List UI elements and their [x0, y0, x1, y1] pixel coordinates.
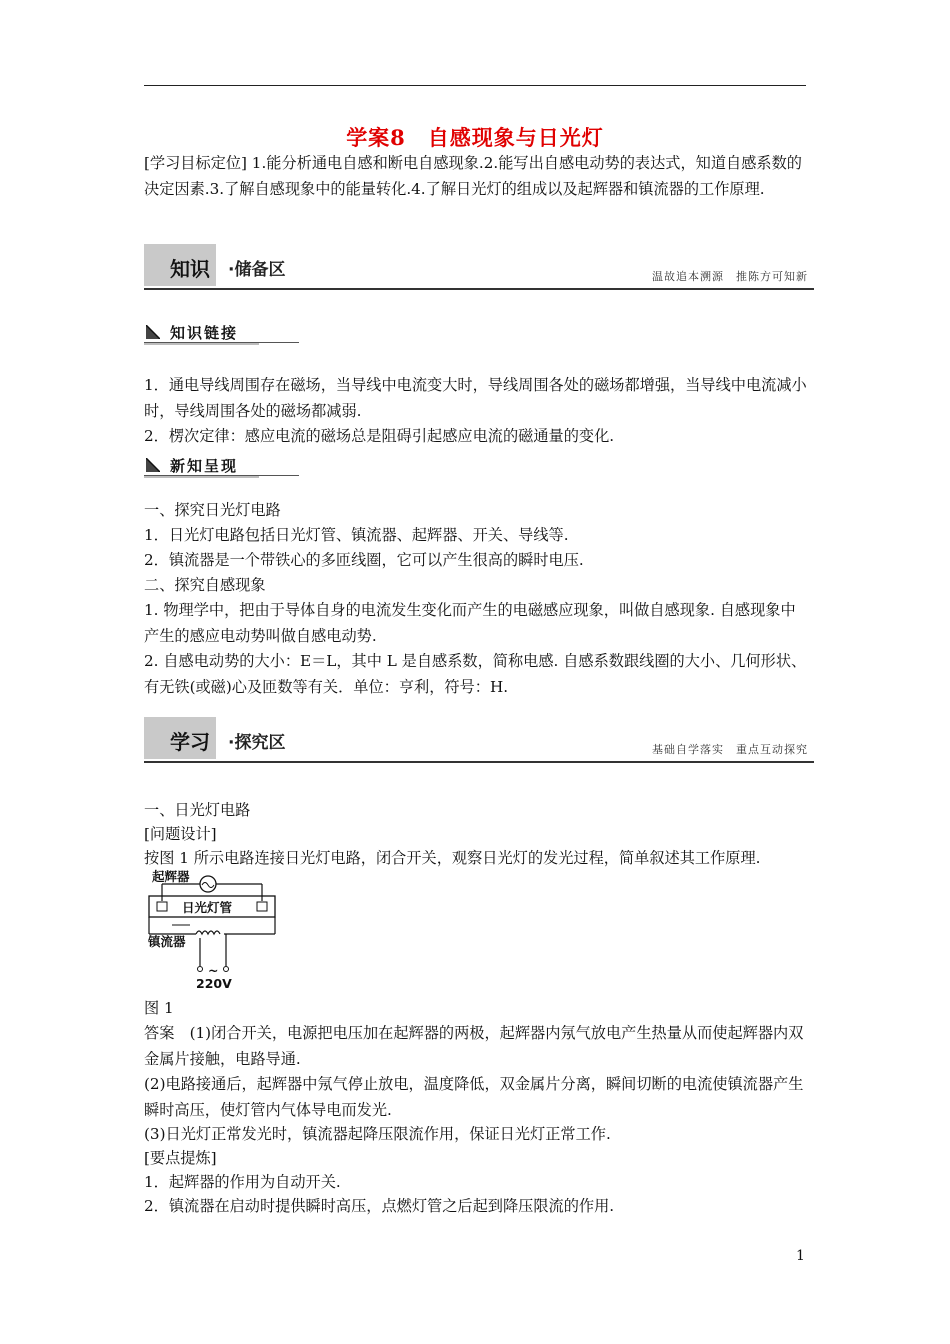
banner-subtitle: ·探究区	[228, 733, 286, 753]
new-knowledge-line-2: 1．日光灯电路包括日光灯管、镇流器、起辉器、开关、导线等.	[144, 526, 569, 544]
ballast-coil	[196, 931, 220, 934]
banner-title: 知识	[170, 257, 210, 281]
banner-motto: 基础自学落实 重点互动探究	[652, 743, 808, 756]
key-point-1: 1．起辉器的作用为自动开关.	[144, 1173, 341, 1191]
page-title: 学案8 自感现象与日光灯	[346, 125, 604, 150]
header-rule	[144, 85, 806, 86]
banner-title: 学习	[170, 730, 210, 754]
new-knowledge-line-3: 2．镇流器是一个带铁心的多匝线圈，它可以产生很高的瞬时电压.	[144, 551, 584, 569]
subheading-new-knowledge	[144, 455, 299, 479]
section-banner-knowledge	[144, 244, 814, 290]
study-heading-1: 一、日光灯电路	[144, 801, 251, 819]
corner-triangle-icon	[146, 325, 160, 339]
learning-objectives: [学习目标定位] 1.能分析通电自感和断电自感现象.2.能写出自感电动势的表达式，知道自感系数的决定因素.3.了解自感现象中的能量转化.4.了解日光灯的组成以及起辉器和镇流器的工作原理.	[144, 154, 802, 198]
filament-left	[157, 902, 167, 911]
answer-part-1: 答案 (1)闭合开关，电源把电压加在起辉器的两极，起辉器内氖气放电产生热量从而使起辉器内双金属片接触，电路导通.	[144, 1024, 804, 1068]
banner-subtitle: ·储备区	[228, 260, 286, 280]
terminal-left	[198, 967, 203, 972]
knowledge-link-item-2: 2．楞次定律：感应电流的磁场总是阻碍引起感应电流的磁通量的变化.	[144, 427, 615, 445]
terminal-right	[224, 967, 229, 972]
ballast-label: 镇流器	[148, 934, 186, 949]
subheading-underline	[144, 475, 299, 476]
knowledge-link-item-1: 1．通电导线周围存在磁场，当导线中电流变大时，导线周围各处的磁场都增强，当导线中电流减小时，导线周围各处的磁场都减弱.	[144, 376, 807, 420]
key-points-heading: [要点提炼]	[144, 1149, 217, 1167]
page-number: 1	[796, 1248, 805, 1264]
key-point-2: 2．镇流器在启动时提供瞬时高压，点燃灯管之后起到降压限流的作用.	[144, 1197, 615, 1215]
circuit-svg	[144, 868, 284, 994]
tube-label: 日光灯管	[182, 900, 233, 915]
subheading-label: 知识链接	[170, 324, 239, 342]
banner-rule	[144, 288, 814, 290]
starter-label: 起辉器	[152, 869, 190, 884]
answer-part-3: (3)日光灯正常发光时，镇流器起降压限流作用，保证日光灯正常工作.	[144, 1125, 611, 1143]
subheading-underline	[144, 342, 299, 343]
new-knowledge-line-4: 二、探究自感现象	[144, 576, 266, 594]
subheading-knowledge-link	[144, 322, 299, 346]
circuit-diagram	[144, 868, 284, 994]
new-knowledge-para-1: 1. 物理学中，把由于导体自身的电流发生变化而产生的电磁感应现象，叫做自感现象. 自感现象中产生的感应电动势叫做自感电动势.	[144, 601, 796, 645]
study-heading-2: [问题设计]	[144, 825, 217, 843]
new-knowledge-para-2: 2. 自感电动势的大小：E＝L，其中 L 是自感系数，简称电感. 自感系数跟线圈的大小、几何形状、有无铁(或磁)心及匝数等有关．单位：亨利，符号：H.	[144, 652, 807, 696]
answer-part-2: (2)电路接通后，起辉器中氖气停止放电，温度降低，双金属片分离，瞬间切断的电流使镇流器产生瞬时高压，使灯管内气体导电而发光.	[144, 1075, 804, 1119]
starter-wave	[202, 883, 214, 888]
section-banner-study	[144, 717, 814, 763]
corner-triangle-icon	[146, 458, 160, 472]
ac-symbol: ~	[208, 963, 219, 978]
filament-right	[257, 902, 267, 911]
subheading-label: 新知呈现	[170, 457, 239, 475]
study-question: 按图 1 所示电路连接日光灯电路，闭合开关，观察日光灯的发光过程，简单叙述其工作原理.	[144, 849, 761, 867]
new-knowledge-line-1: 一、探究日光灯电路	[144, 501, 281, 519]
figure-caption: 图 1	[144, 999, 174, 1017]
voltage-label: 220V	[196, 976, 232, 991]
banner-rule	[144, 761, 814, 763]
banner-motto: 温故追本溯源 推陈方可知新	[652, 270, 808, 283]
